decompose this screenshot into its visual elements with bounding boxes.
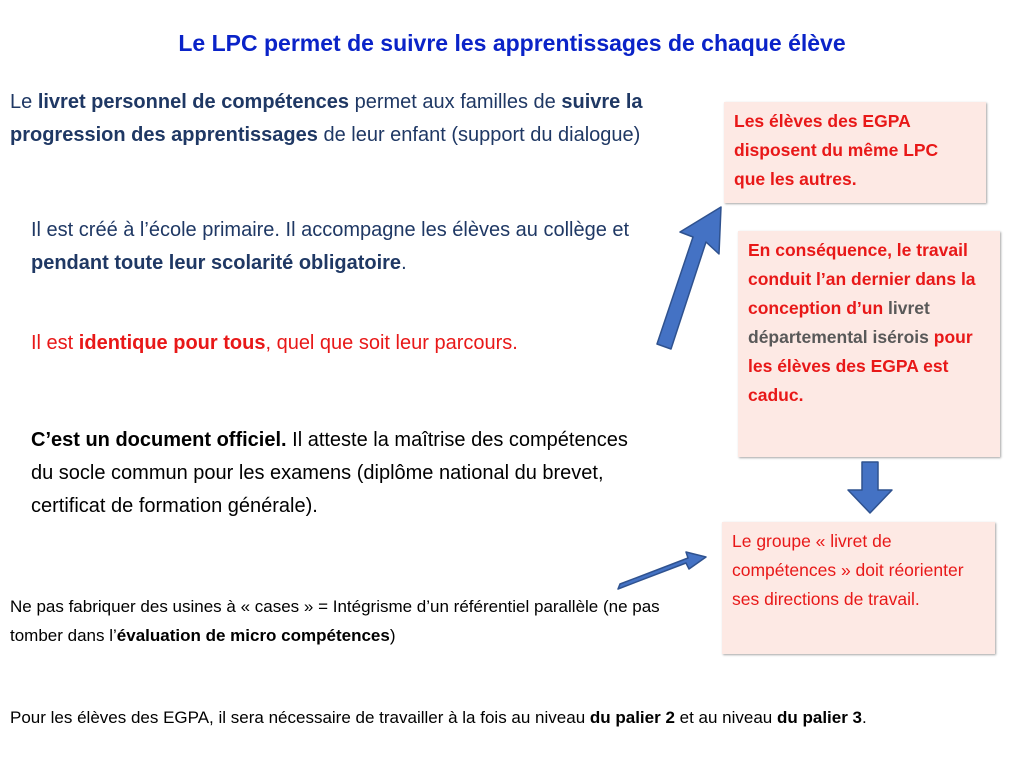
paragraph-creation (31, 214, 691, 280)
text: permet aux familles de (349, 91, 562, 113)
text: Le (10, 91, 38, 113)
text: . (862, 708, 867, 727)
text: , quel que soit leur parcours. (265, 332, 518, 354)
emphasis: suivre la progression des apprentissages (10, 91, 643, 146)
text: de leur enfant (support du dialogue) (317, 124, 641, 146)
callout-text-highlight: livret départemental isérois (748, 298, 930, 347)
text: . (401, 252, 407, 274)
emphasis: C’est un document officiel. (31, 429, 287, 451)
text: Il atteste la maîtrise des compétences du socle commun pour les examens (diplôme national du brevet, certificat de formation générale). (31, 429, 628, 517)
emphasis: livret personnel de compétences (37, 91, 350, 113)
callout-box-egpa (724, 102, 986, 203)
paragraph-document-officiel (31, 424, 641, 523)
arrow-right-icon (618, 552, 706, 589)
callout-text: Les élèves des EGPA disposent du même LPC que les autres. (734, 111, 939, 189)
text: ) (389, 626, 396, 645)
text: et au niveau (674, 708, 777, 727)
text: Pour les élèves des EGPA, il sera nécessaire de travailler à la fois au niveau (10, 708, 590, 727)
emphasis: du palier 3 (776, 708, 863, 727)
text: Il est créé à l’école primaire. Il accompagne les élèves au collège et (31, 219, 630, 241)
emphasis: identique pour tous (78, 332, 266, 354)
paragraph-livret (10, 86, 680, 152)
emphasis: du palier 2 (589, 708, 675, 727)
callout-text: Le groupe « livret de compétences » doit réorienter ses directions de travail. (732, 531, 964, 609)
paragraph-usines (10, 592, 675, 650)
callout-text: En conséquence, le travail conduit l’an dernier dans la conception d’un (748, 240, 976, 318)
paragraph-identique (31, 327, 691, 360)
emphasis: évaluation de micro compétences (116, 626, 390, 645)
emphasis: pendant toute leur scolarité obligatoire (31, 252, 402, 274)
text: Il est (31, 332, 79, 354)
paragraph-paliers (10, 703, 1010, 732)
callout-text: pour les élèves des EGPA est caduc. (748, 327, 973, 405)
callout-box-groupe (722, 522, 995, 654)
arrow-down-icon (848, 462, 892, 513)
slide-title: Le LPC permet de suivre les apprentissages de chaque élève (178, 30, 846, 56)
text: Ne pas fabriquer des usines à « cases » = Intégrisme d’un référentiel parallèle (ne pas tomber dans l’ (10, 597, 660, 645)
callout-box-consequence (738, 231, 1000, 457)
